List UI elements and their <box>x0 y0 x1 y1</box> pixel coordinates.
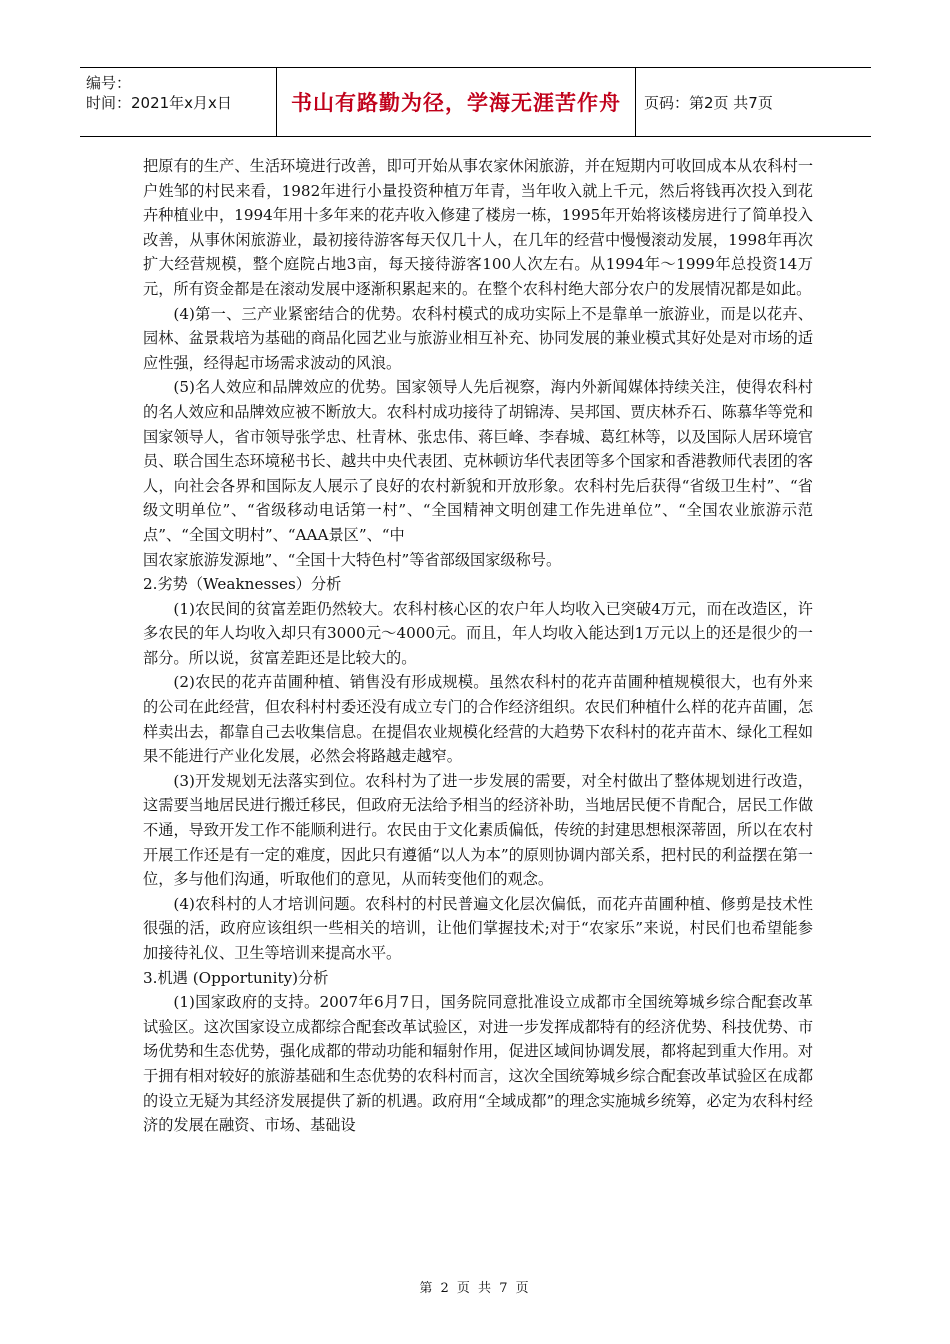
document-header <box>80 67 871 137</box>
body-paragraph: (2)农民的花卉苗圃种植、销售没有形成规模。虽然农科村的花卉苗圃种植规模很大，也有外来的公司在此经营，但农科村村委还没有成立专门的合作经济组织。农民们种植什么样的花卉苗圃，怎样卖出去，都靠自己去收集信息。在提倡农业规模化经营的大趋势下农科村的花卉苗木、绿化工程如果不能进行产业化发展，必然会将路越走越窄。 <box>143 673 813 766</box>
header-motto: 书山有路勤为径，学海无涯苦作舟 <box>276 68 636 136</box>
section-heading-weaknesses: 2.劣势（Weaknesses）分析 <box>143 575 342 594</box>
body-paragraph: (3)开发规划无法落实到位。农科村为了进一步发展的需要，对全村做出了整体规划进行改造，这需要当地居民进行搬迁移民，但政府无法给予相当的经济补助，当地居民便不肯配合，居民工作做不通，导致开发工作不能顺利进行。农民由于文化素质偏低，传统的封建思想根深蒂固，所以在农村开展工作还是有一定的难度，因此只有遵循“以人为本”的原则协调内部关系，把村民的利益摆在第一位，多与他们沟通，听取他们的意见，从而转变他们的观念。 <box>143 771 813 889</box>
body-paragraph: (4)第一、三产业紧密结合的优势。农科村模式的成功实际上不是靠单一旅游业，而是以花卉、园林、盆景栽培为基础的商品化园艺业与旅游业相互补充、协同发展的兼业模式其好处是对市场的适应性强，经得起市场需求波动的风浪。 <box>143 304 813 372</box>
body-paragraph: (1)国家政府的支持。2007年6月7日，国务院同意批准设立成都市全国统筹城乡综合配套改革试验区。这次国家设立成都综合配套改革试验区，对进一步发挥成都特有的经济优势、科技优势、市场优势和生态优势，强化成都的带动功能和辐射作用，促进区域间协调发展，都将起到重大作用。对于拥有相对较好的旅游基础和生态优势的农科村而言，这次全国统筹城乡综合配套改革试验区在成都的设立无疑为其经济发展提供了新的机遇。政府用“全域成都”的理念实施城乡统筹，必定为农科村经济的发展在融资、市场、基础设 <box>143 993 813 1135</box>
page-footer: 第 2 页 共 7 页 <box>419 1281 531 1296</box>
document-body <box>143 154 813 1138</box>
body-paragraph: (4)农科村的人才培训问题。农科村的村民普遍文化层次偏低，而花卉苗圃种植、修剪是技术性很强的活，政府应该组织一些相关的培训，让他们掌握技术;对于“农家乐”来说，村民们也希望能参加接待礼仪、卫生等培训来提高水平。 <box>143 894 813 962</box>
header-page-info: 页码：第2页 共7页 <box>644 93 773 112</box>
document-date: 时间：2021年x月x日 <box>86 94 232 112</box>
body-paragraph: (5)名人效应和品牌效应的优势。国家领导人先后视察，海内外新闻媒体持续关注，使得农科村的名人效应和品牌效应被不断放大。农科村成功接待了胡锦涛、吴邦国、贾庆林乔石、陈慕华等党和国家领导人，省市领导张学忠、杜青林、张忠伟、蒋巨峰、李春城、葛红林等，以及国际人居环境官员、联合国生态环境秘书长、越共中央代表团、克林顿访华代表团等多个国家和香港教师代表团的客人，向社会各界和国际友人展示了良好的农村新貌和开放形象。农科村先后获得“省级卫生村”、“省级文明单位”、“省级移动电话第一村”、“全国精神文明创建工作先进单位”、“全国农业旅游示范点”、“全国文明村”、“AAA景区”、“中 <box>143 378 813 544</box>
document-number-label: 编号： <box>86 74 132 92</box>
body-paragraph: 国农家旅游发源地”、“全国十大特色村”等省部级国家级称号。 <box>143 550 562 569</box>
body-paragraph: 把原有的生产、生活环境进行改善，即可开始从事农家休闲旅游，并在短期内可收回成本从农科村一户姓邹的村民来看，1982年进行小量投资种植万年青，当年收入就上千元，然后将钱再次投入到花卉种植业中，1994年用十多年来的花卉收入修建了楼房一栋，1995年开始将该楼房进行了简单投入改善，从事休闲旅游业，最初接待游客每天仅几十人，在几年的经营中慢慢滚动发展，1998年再次扩大经营规模，整个庭院占地3亩，每天接待游客100人次左右。从1994年～1999年总投资14万元，所有资金都是在滚动发展中逐渐积累起来的。在整个农科村绝大部分农户的发展情况都是如此。 <box>143 157 813 298</box>
body-paragraph: (1)农民间的贫富差距仍然较大。农科村核心区的农户年人均收入已突破4万元，而在改造区，许多农民的年人均收入却只有3000元～4000元。而且，年人均收入能达到1万元以上的还是很少的一部分。所以说，贫富差距还是比较大的。 <box>143 599 813 667</box>
section-heading-opportunity: 3.机遇 (Opportunity)分析 <box>143 968 329 987</box>
header-meta <box>80 68 276 136</box>
